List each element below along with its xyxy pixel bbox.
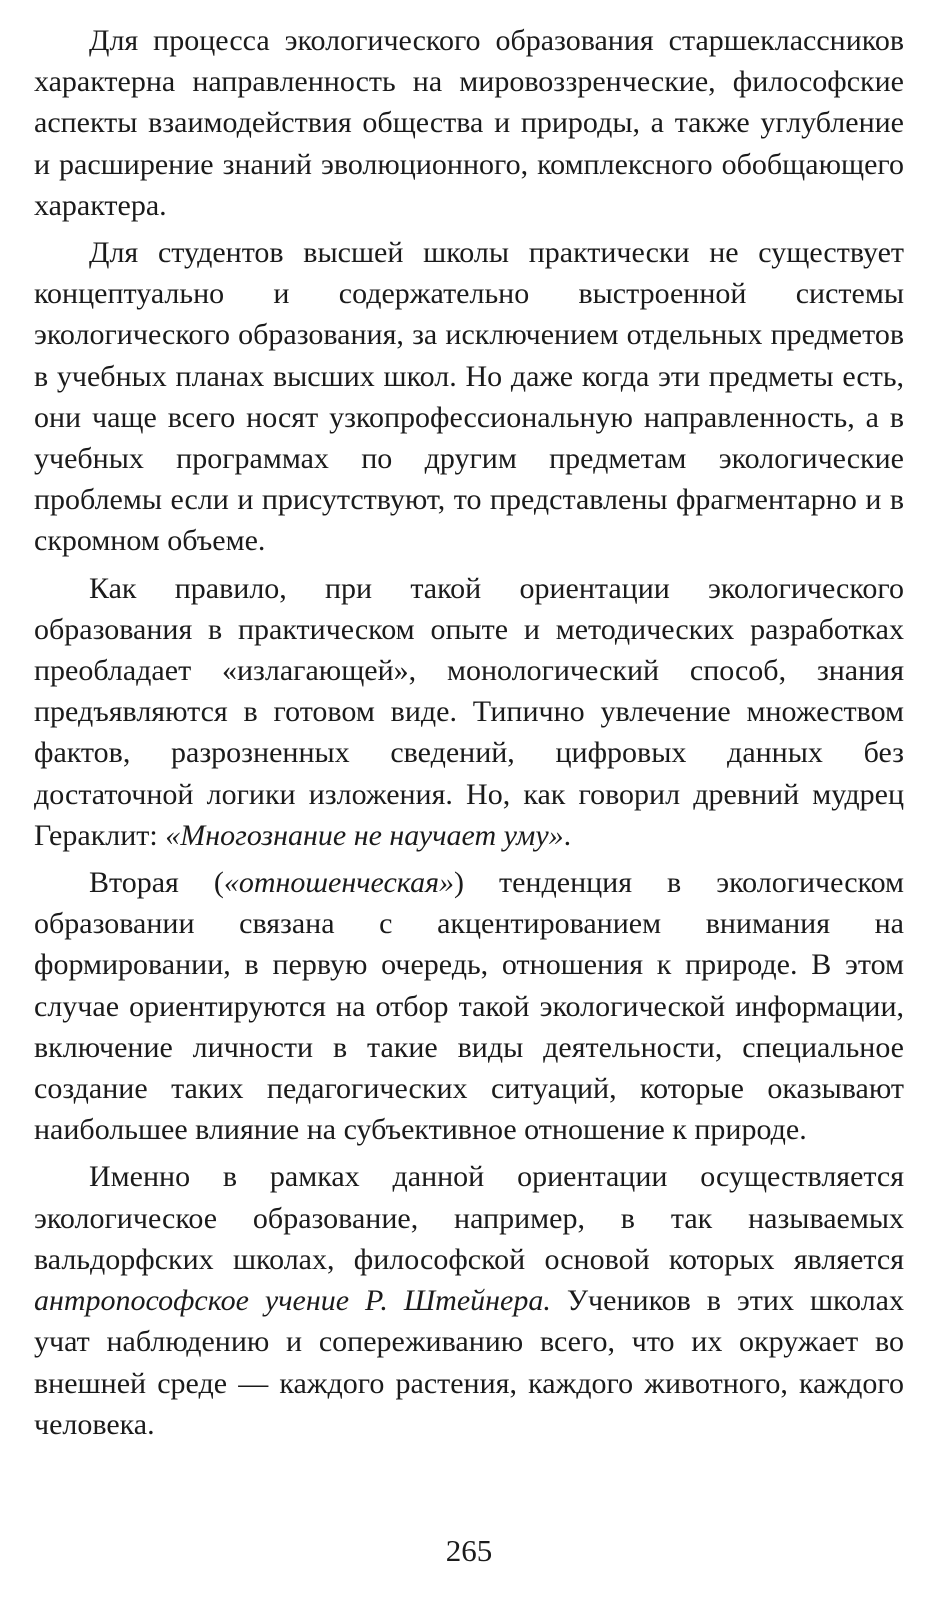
paragraph-4-italic-term: «отношенческая»	[223, 866, 455, 900]
paragraph-4	[34, 862, 904, 1150]
paragraph-1	[34, 20, 904, 226]
page-number: 265	[445, 1533, 493, 1568]
paragraph-5-text: Именно в рамках данной ориентации осуществляется экологическое образование, например, в так называемых вальдорфских школах, философской основой которых является	[34, 1160, 904, 1276]
paragraph-2-text: Для студентов высшей школы практически не существует концептуально и содержательно выстроенной системы экологического образования, за исключением отдельных предметов в учебных планах высших школ. Но даже когда эти предметы есть, они чаще всего носят узкопрофессиональную направленность, а в учебных программах по другим предметам экологические проблемы если и присутствуют, то представлены фрагментарно и в скромном объеме.	[34, 236, 904, 558]
paragraph-5	[34, 1156, 904, 1444]
paragraph-5-italic-term: антропософское учение Р. Штейнера.	[34, 1284, 551, 1318]
paragraph-3-tail: .	[563, 818, 572, 852]
paragraph-5-tail: Учеников в этих школах учат наблюдению и сопереживанию всего, что их окружает во внешней среде — каждого растения, каждого животного, каждого человека.	[34, 1284, 904, 1441]
paragraph-1-text: Для процесса экологического образования старшеклассников характерна направленность на мировоззренческие, философские аспекты взаимодействия общества и природы, а также углубление и расширение знаний эволюционного, комплексного обобщающего характера.	[34, 24, 904, 222]
paragraph-4-lead: Вторая (	[89, 866, 224, 900]
paragraph-3	[34, 568, 904, 856]
paragraph-2	[34, 232, 904, 562]
page-text-block	[34, 20, 904, 1445]
paragraph-4-text: ) тенденция в экологическом образовании связана с акцентированием внимания на формировании, в первую очередь, отношения к природе. В этом случае ориентируются на отбор такой экологической информации, включение личности в такие виды деятельности, специальное создание таких педагогических ситуаций, которые оказывают наибольшее влияние на субъективное отношение к природе.	[34, 866, 904, 1147]
paragraph-3-italic-quote: «Многознание не научает уму»	[165, 818, 564, 852]
paragraph-3-text: Как правило, при такой ориентации экологического образования в практическом опыте и методических разработках преобладает «излагающей», монологический способ, знания предъявляются в готовом виде. Типично увлечение множеством фактов, разрозненных сведений, цифровых данных без достаточной логики изложения. Но, как говорил древний мудрец Гераклит:	[34, 571, 904, 852]
